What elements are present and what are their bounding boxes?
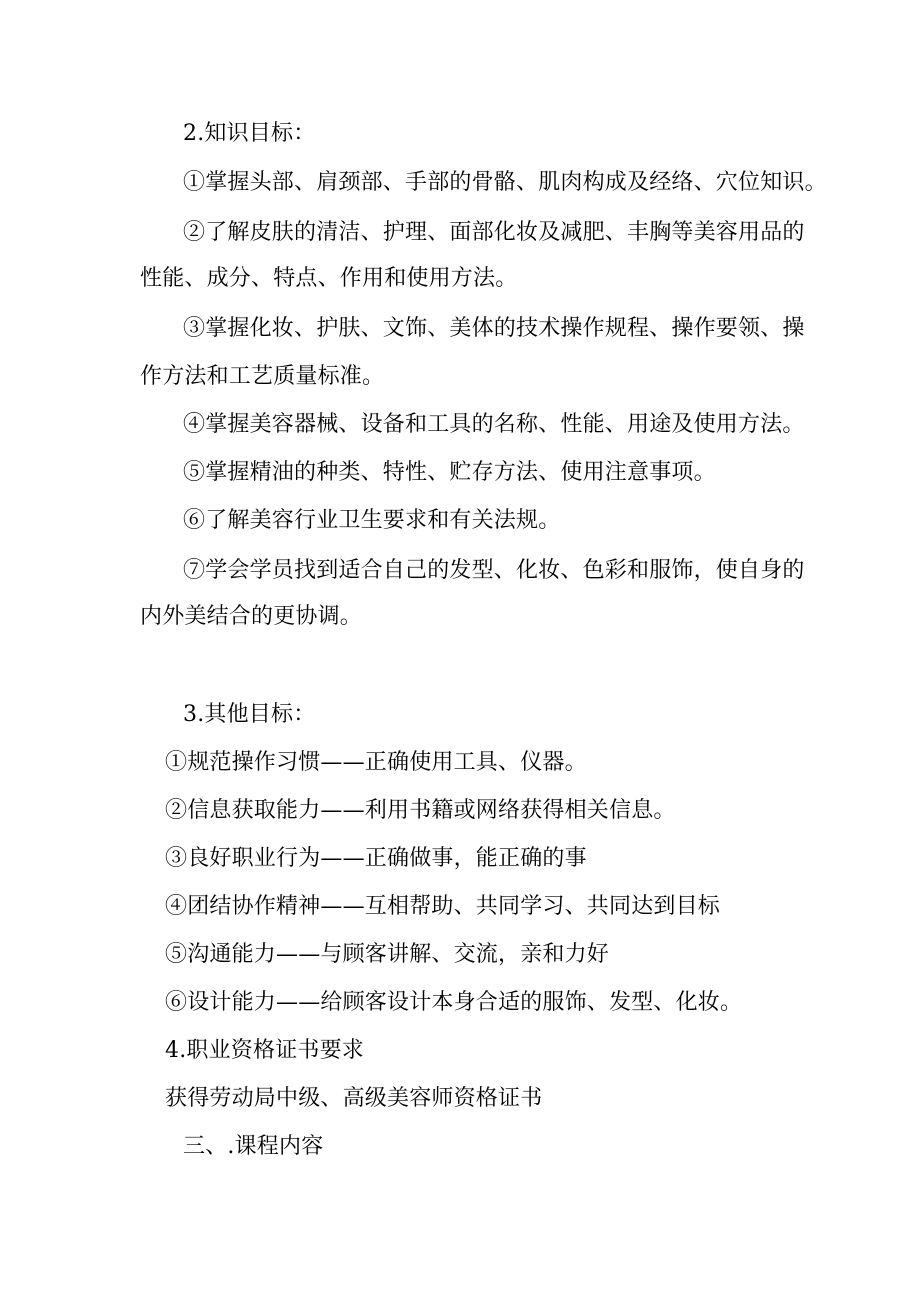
section3-item-1: ①规范操作习惯——正确使用工具、仪器。 — [165, 750, 587, 775]
section3-item-6: ⑥设计能力——给顾客设计本身合适的服饰、发型、化妆。 — [165, 990, 743, 1015]
section3-item-2: ②信息获取能力——利用书籍或网络获得相关信息。 — [165, 798, 676, 823]
section2-item-6: ⑥了解美容行业卫生要求和有关法规。 — [183, 508, 561, 533]
section2-item-4: ④掌握美容器械、设备和工具的名称、性能、用途及使用方法。 — [183, 412, 805, 437]
section2-item-5: ⑤掌握精油的种类、特性、贮存方法、使用注意事项。 — [183, 460, 716, 485]
section4-text: 获得劳动局中级、高级美容师资格证书 — [165, 1086, 543, 1111]
section2-item-1: ①掌握头部、肩颈部、手部的骨骼、肌肉构成及经络、穴位知识。 — [183, 170, 827, 195]
section2-item-2: ②了解皮肤的清洁、护理、面部化妆及减肥、丰胸等美容用品的 — [183, 220, 805, 245]
section2-item-7: ⑦学会学员找到适合自己的发型、化妆、色彩和服饰，使自身的 — [183, 558, 805, 583]
section2-item-3: ③掌握化妆、护肤、文饰、美体的技术操作规程、操作要领、操 — [183, 316, 805, 341]
section2-item-3-cont: 作方法和工艺质量标准。 — [140, 364, 385, 389]
section2-item-7-cont: 内外美结合的更协调。 — [140, 604, 363, 629]
section2-heading: 2.知识目标： — [183, 121, 316, 146]
section2-item-2-cont: 性能、成分、特点、作用和使用方法。 — [140, 266, 518, 291]
section-three-heading: 三、.课程内容 — [183, 1134, 324, 1159]
section3-item-5: ⑤沟通能力——与顾客讲解、交流，亲和力好 — [165, 942, 610, 967]
section4-heading: 4.职业资格证书要求 — [165, 1038, 364, 1063]
section3-item-3: ③良好职业行为——正确做事，能正确的事 — [165, 846, 587, 871]
section3-heading: 3.其他目标： — [183, 702, 316, 727]
section3-item-4: ④团结协作精神——互相帮助、共同学习、共同达到目标 — [165, 894, 721, 919]
